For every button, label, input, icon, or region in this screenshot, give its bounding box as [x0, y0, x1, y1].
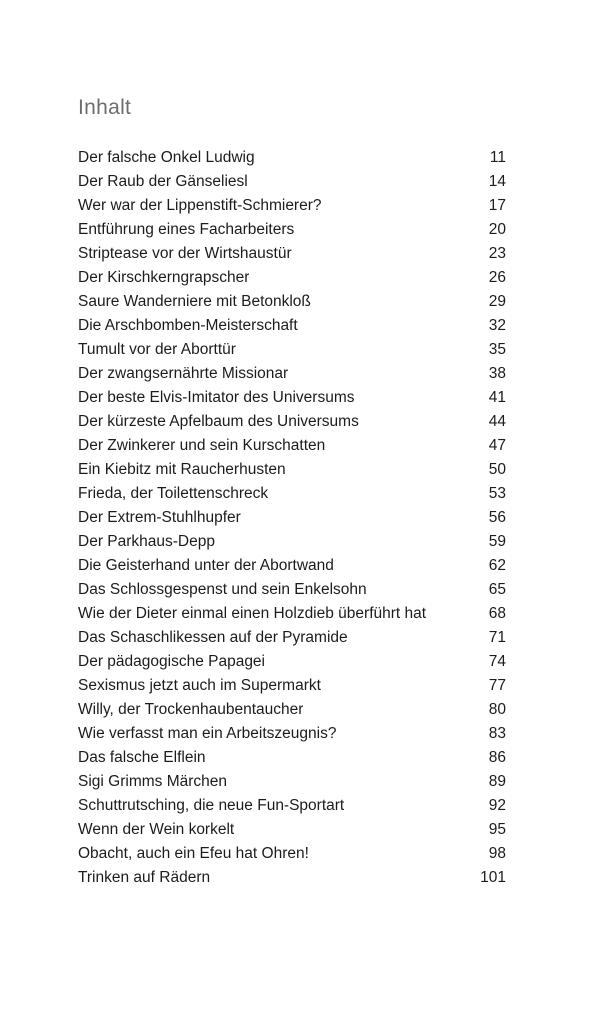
toc-entry	[78, 770, 506, 794]
toc-entry-title: Der kürzeste Apfelbaum des Universums	[78, 413, 359, 430]
toc-entry-page-number: 41	[488, 389, 506, 406]
toc-entry	[78, 266, 506, 290]
toc-entry-page-number: 80	[488, 701, 506, 718]
toc-entry	[78, 170, 506, 194]
toc-entry-title: Die Arschbomben-Meisterschaft	[78, 317, 298, 334]
toc-entry-title: Schuttrutsching, die neue Fun-Sportart	[78, 797, 345, 814]
toc-entry-page-number: 59	[488, 533, 506, 550]
toc-entry-title: Das Schaschlikessen auf der Pyramide	[78, 629, 348, 646]
toc-entry	[78, 626, 506, 650]
toc-entry-page-number: 44	[488, 413, 506, 430]
toc-entry-page-number: 62	[488, 557, 506, 574]
toc-entry-title: Sexismus jetzt auch im Supermarkt	[78, 677, 321, 694]
page-title: Inhalt	[78, 96, 132, 119]
toc-entry-page-number: 65	[488, 581, 506, 598]
toc-entry-title: Saure Wanderniere mit Betonkloß	[78, 293, 311, 310]
toc-entry-page-number: 92	[488, 797, 506, 814]
toc-entry	[78, 842, 506, 866]
toc-entry	[78, 530, 506, 554]
toc-entry-page-number: 98	[488, 845, 506, 862]
toc-entry-title: Wer war der Lippenstift-Schmierer?	[78, 197, 322, 214]
toc-entry-page-number: 86	[488, 749, 506, 766]
toc-entry	[78, 194, 506, 218]
toc-entry-title: Wie verfasst man ein Arbeitszeugnis?	[78, 725, 337, 742]
toc-entry	[78, 218, 506, 242]
toc-entry-page-number: 38	[488, 365, 506, 382]
table-of-contents	[78, 146, 506, 890]
toc-entry	[78, 314, 506, 338]
toc-entry-title: Obacht, auch ein Efeu hat Ohren!	[78, 845, 309, 862]
toc-entry-page-number: 89	[488, 773, 506, 790]
toc-entry-page-number: 20	[488, 221, 506, 238]
toc-entry-title: Sigi Grimms Märchen	[78, 773, 227, 790]
toc-entry-page-number: 29	[488, 293, 506, 310]
toc-entry	[78, 674, 506, 698]
toc-entry-page-number: 47	[488, 437, 506, 454]
toc-entry-page-number: 35	[488, 341, 506, 358]
toc-entry	[78, 698, 506, 722]
toc-entry	[78, 290, 506, 314]
toc-entry-title: Willy, der Trockenhaubentaucher	[78, 701, 304, 718]
toc-entry	[78, 410, 506, 434]
toc-entry-title: Der zwangsernährte Missionar	[78, 365, 289, 382]
toc-entry-page-number: 95	[488, 821, 506, 838]
toc-entry-title: Der Parkhaus-Depp	[78, 533, 215, 550]
toc-entry-page-number: 50	[488, 461, 506, 478]
toc-entry-title: Trinken auf Rädern	[78, 869, 211, 886]
toc-entry-page-number: 53	[488, 485, 506, 502]
toc-entry-title: Die Geisterhand unter der Abortwand	[78, 557, 334, 574]
toc-entry-page-number: 26	[488, 269, 506, 286]
toc-entry-page-number: 17	[488, 197, 506, 214]
toc-entry	[78, 722, 506, 746]
toc-entry-title: Wenn der Wein korkelt	[78, 821, 235, 838]
toc-entry-page-number: 11	[489, 149, 506, 166]
toc-entry-page-number: 77	[488, 677, 506, 694]
toc-entry	[78, 338, 506, 362]
toc-entry	[78, 458, 506, 482]
toc-entry-page-number: 23	[488, 245, 506, 262]
toc-entry	[78, 650, 506, 674]
toc-entry	[78, 482, 506, 506]
toc-entry	[78, 602, 506, 626]
toc-entry	[78, 506, 506, 530]
toc-entry-title: Striptease vor der Wirtshaustür	[78, 245, 292, 262]
toc-entry	[78, 818, 506, 842]
toc-entry	[78, 794, 506, 818]
toc-entry-title: Ein Kiebitz mit Raucherhusten	[78, 461, 286, 478]
toc-entry-page-number: 68	[488, 605, 506, 622]
toc-entry-title: Das falsche Elflein	[78, 749, 206, 766]
toc-entry-page-number: 14	[488, 173, 506, 190]
toc-entry-title: Tumult vor der Aborttür	[78, 341, 236, 358]
toc-entry-title: Der beste Elvis-Imitator des Universums	[78, 389, 355, 406]
toc-entry	[78, 554, 506, 578]
toc-entry-page-number: 56	[488, 509, 506, 526]
toc-entry-title: Der Kirschkerngrapscher	[78, 269, 250, 286]
toc-entry-title: Der Extrem-Stuhlhupfer	[78, 509, 241, 526]
toc-entry	[78, 866, 506, 890]
toc-entry	[78, 746, 506, 770]
toc-entry	[78, 434, 506, 458]
toc-entry-page-number: 71	[488, 629, 506, 646]
toc-entry-title: Frieda, der Toilettenschreck	[78, 485, 269, 502]
toc-entry	[78, 362, 506, 386]
toc-entry-page-number: 83	[488, 725, 506, 742]
toc-entry	[78, 242, 506, 266]
toc-entry-page-number: 74	[488, 653, 506, 670]
toc-entry-title: Der falsche Onkel Ludwig	[78, 149, 255, 166]
toc-entry-title: Der Zwinkerer und sein Kurschatten	[78, 437, 326, 454]
toc-entry	[78, 146, 506, 170]
toc-entry	[78, 578, 506, 602]
toc-entry-title: Entführung eines Facharbeiters	[78, 221, 295, 238]
toc-entry-title: Das Schlossgespenst und sein Enkelsohn	[78, 581, 367, 598]
toc-entry-page-number: 101	[480, 869, 506, 886]
toc-entry-title: Der pädagogische Papagei	[78, 653, 265, 670]
toc-entry-title: Der Raub der Gänseliesl	[78, 173, 248, 190]
toc-entry	[78, 386, 506, 410]
toc-entry-page-number: 32	[488, 317, 506, 334]
toc-entry-title: Wie der Dieter einmal einen Holzdieb überführt hat	[78, 605, 427, 622]
